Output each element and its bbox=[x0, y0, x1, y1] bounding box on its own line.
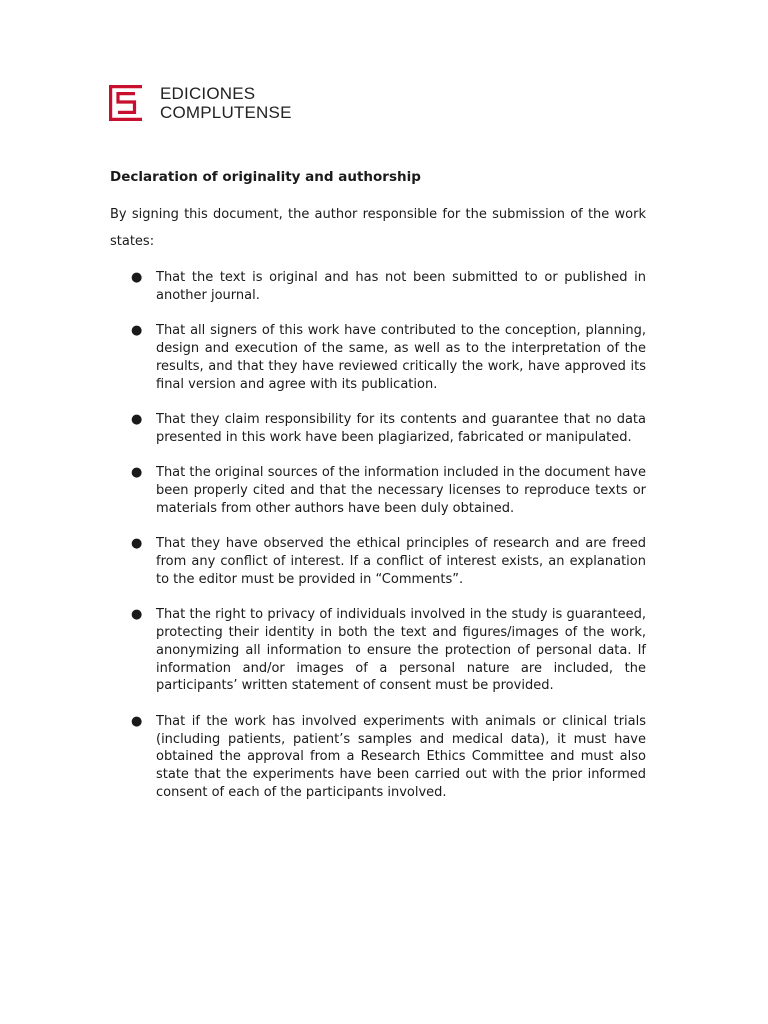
statement-list bbox=[110, 269, 646, 802]
list-item bbox=[110, 606, 646, 695]
bullet-icon: ● bbox=[131, 713, 143, 729]
statement-text: That they have observed the ethical principles of research and are freed from any conflict of interest. If a conflict of interest exists, an explanation to the editor must be provided in “Comments”. bbox=[156, 536, 646, 587]
statement-text: That the original sources of the information included in the document have been properly cited and that the necessary licenses to reproduce texts or materials from other authors have been duly obtained. bbox=[156, 465, 646, 516]
bullet-icon: ● bbox=[131, 465, 143, 481]
ediciones-complutense-logo-icon bbox=[109, 85, 143, 121]
bullet-icon: ● bbox=[131, 270, 143, 285]
intro-paragraph: By signing this document, the author responsible for the submission of the work states: bbox=[110, 207, 646, 249]
publisher-name-line2: COMPLUTENSE bbox=[160, 103, 292, 122]
list-item bbox=[110, 535, 646, 588]
bullet-icon: ● bbox=[131, 411, 143, 427]
publisher-name-line1: EDICIONES bbox=[160, 84, 256, 103]
statement-text: That all signers of this work have contributed to the conception, planning, design and execution of the same, as well as to the interpretation of the results, and that they have reviewed critically the work, have approved its final version and agree with its publication. bbox=[156, 323, 646, 392]
bullet-icon: ● bbox=[131, 607, 143, 623]
list-item bbox=[110, 411, 646, 447]
statement-text: That the text is original and has not been submitted to or published in another journal. bbox=[156, 270, 646, 303]
statement-text: That they claim responsibility for its contents and guarantee that no data presented in this work have been plagiarized, fabricated or manipulated. bbox=[156, 411, 646, 445]
statement-text: That the right to privacy of individuals involved in the study is guaranteed, protecting their identity in both the text and figures/images of the work, anonymizing all information to ensure the protection of personal data. If information and/or images of a personal nature are included, the participants’ written statement of consent must be provided. bbox=[156, 607, 646, 694]
list-item bbox=[110, 269, 646, 305]
list-item bbox=[110, 713, 646, 802]
publisher-name bbox=[160, 84, 292, 122]
bullet-icon: ● bbox=[131, 536, 143, 552]
list-item bbox=[110, 464, 646, 517]
publisher-logo bbox=[109, 84, 292, 122]
list-item bbox=[110, 322, 646, 393]
document-body bbox=[110, 167, 646, 819]
statement-text: That if the work has involved experiments with animals or clinical trials (including patients, patient’s samples and medical data), it must have obtained the approval from a Research Ethics Committee and must also state that the experiments have been carried out with the prior informed consent of each of the participants involved. bbox=[156, 713, 646, 800]
document-title: Declaration of originality and authorship bbox=[110, 169, 421, 185]
bullet-icon: ● bbox=[131, 323, 143, 339]
